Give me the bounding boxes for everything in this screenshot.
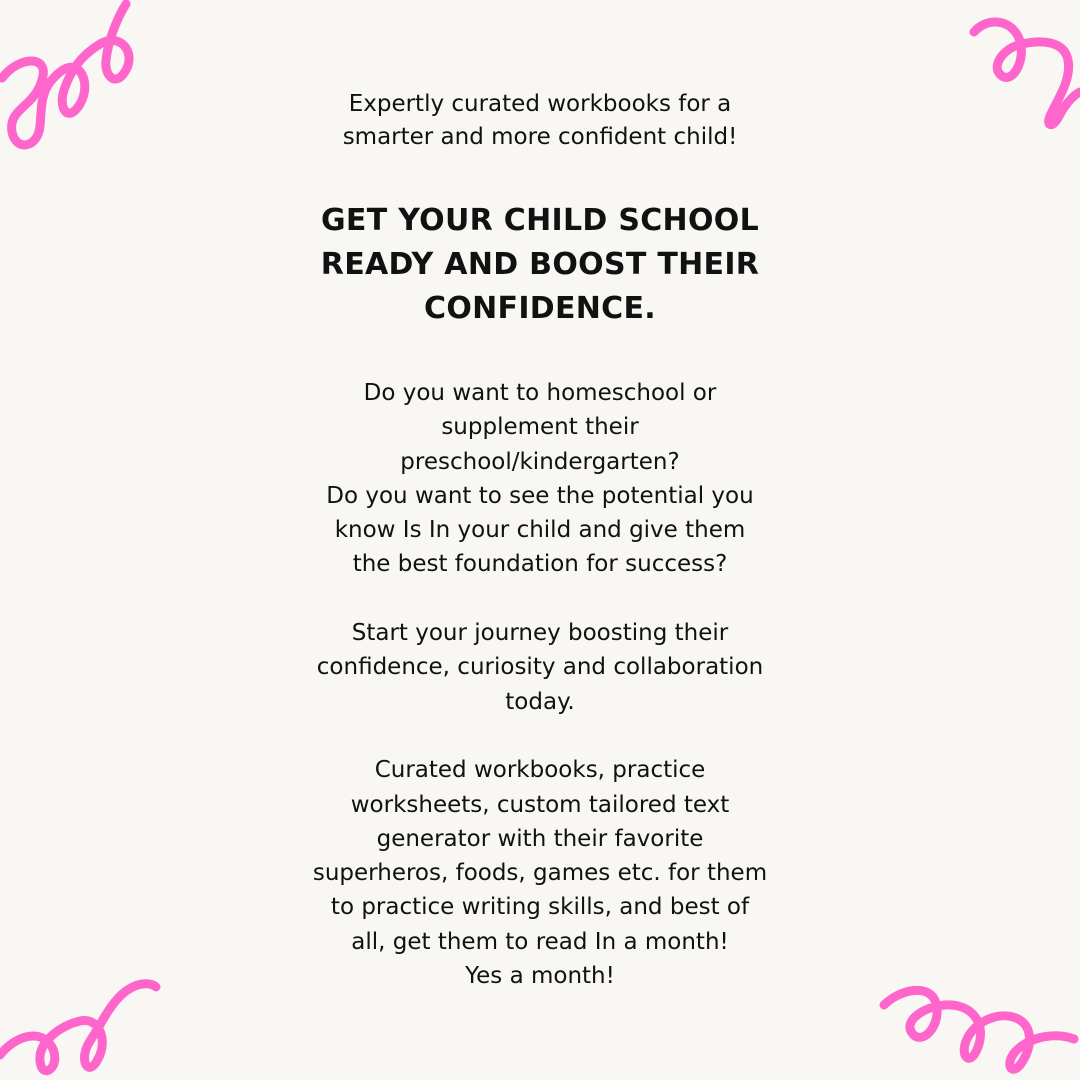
body-line: worksheets, custom tailored text xyxy=(350,791,730,818)
tagline-line-2: smarter and more confident child! xyxy=(342,124,738,150)
body-line: preschool/kindergarten? xyxy=(400,448,680,475)
tagline xyxy=(0,88,1080,154)
body-line: Yes a month! xyxy=(465,963,615,990)
body-line: Do you want to see the potential you xyxy=(326,482,754,509)
body-line: all, get them to read In a month! xyxy=(351,928,729,955)
body-line: know Is In your child and give them xyxy=(334,517,746,544)
headline-line-3: CONFIDENCE. xyxy=(424,291,656,326)
headline xyxy=(0,199,1080,331)
body-copy xyxy=(0,376,1080,993)
body-line: Curated workbooks, practice xyxy=(374,757,706,784)
body-line: to practice writing skills, and best of xyxy=(330,894,750,921)
headline-line-1: GET YOUR CHILD SCHOOL xyxy=(321,203,759,238)
body-line: the best foundation for success? xyxy=(352,551,728,578)
body-line: Do you want to homeschool or xyxy=(363,380,717,406)
headline-line-2: READY AND BOOST THEIR xyxy=(320,247,760,282)
body-line: superheros, foods, games etc. for them xyxy=(312,860,768,887)
body-line: generator with their favorite xyxy=(376,825,704,852)
body-line: Start your journey boosting their xyxy=(351,620,729,647)
tagline-line-1: Expertly curated workbooks for a xyxy=(348,91,732,117)
paragraph-spacer xyxy=(0,582,1080,616)
paragraph-spacer xyxy=(0,719,1080,753)
body-line: today. xyxy=(505,688,575,715)
body-line: confidence, curiosity and collaboration xyxy=(316,654,764,681)
body-line: supplement their xyxy=(441,414,639,441)
